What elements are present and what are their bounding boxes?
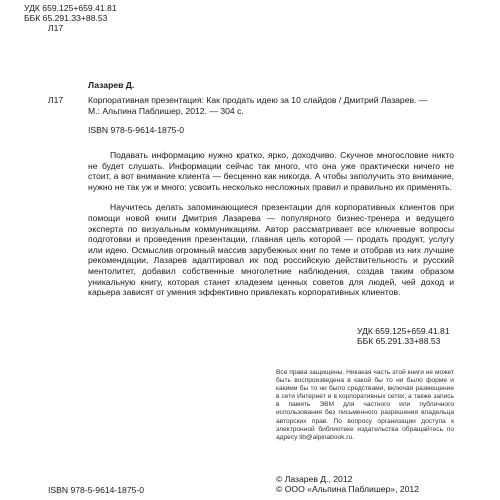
udk-code-right: УДК 659.125+659.41.81 bbox=[357, 326, 450, 336]
author-mark: Л17 bbox=[48, 23, 64, 34]
record-code: Л17 bbox=[48, 95, 64, 105]
annotation-paragraph-2: Научитесь делать запоминающиеся презентации для корпоративных клиентов при помощи новой книги Дмитрия Лазарева — популярного бизнес-тренера и ведущего эксперта по визуальным коммуникациям. Автор рассматривает все ключевые вопросы подготовки и проведения презентации, главная цель которой — продать продукт, услугу или идею. Осмыслив огромный массив зарубежных книг по теме и отобрав из них лучшие рекомендации, Лазарев адаптировал их под российскую действительность и русский ментолитет, добавил собственные многолетние наблюдения, создав таким образом уникальную книгу, которая станет кладезем ценных советов для людей, чей доход и карьера зависят от умения эффективно привлекать корпоративных клиентов. bbox=[88, 202, 454, 298]
footer-isbn: ISBN 978-5-9614-1875-0 bbox=[48, 485, 145, 495]
copyright-author: © Лазарев Д., 2012 bbox=[276, 474, 353, 484]
bbk-code: ББК 65.291.33+88.53 bbox=[24, 13, 108, 24]
udk-code: УДК 659.125+659.41.81 bbox=[24, 3, 117, 13]
copyright-block bbox=[276, 474, 486, 494]
annotation-paragraph-1: Подавать информацию нужно кратко, ярко, доходчиво. Скучное многословие никто не будет слушать. Информации сейчас так много, что она уже практически ничего не стоит, а вот внимание клиента — бесценно как никогда. А чтобы заполучить это внимание, нужно не так уж и много: усвоить несколько несложных правил и правильно их применять. bbox=[88, 150, 454, 192]
copyright-publisher: © ООО «Альпина Паблишер», 2012 bbox=[276, 484, 419, 495]
bbk-code-right: ББК 65.291.33+88.53 bbox=[357, 336, 441, 347]
record-isbn: ISBN 978-5-9614-1875-0 bbox=[88, 125, 185, 136]
record-author: Лазарев Д. bbox=[88, 80, 135, 90]
annotation bbox=[88, 150, 454, 298]
record-title-line-2: М.: Альпина Паблишер, 2012. — 304 с. bbox=[88, 105, 244, 116]
classification-block bbox=[357, 326, 477, 346]
record-description bbox=[88, 95, 478, 136]
record-title-line-1: Корпоративная презентация: Как продать идею за 10 слайдов / Дмитрий Лазарев. — bbox=[88, 95, 428, 105]
rights-notice: Все права защищены. Никакая часть этой книги не может быть воспроизведена в какой бы то ни было форме и какими бы то ни было средствами, включая размещение в сети Интернет и в корпоративных сетях, а также запись в память ЭВМ для частного или публичного использования без письменного разрешения владельца авторских прав. По вопросу организации доступа к электронной библиотеке издательства обращайтесь по адресу lib@alpinabook.ru. bbox=[276, 369, 454, 441]
top-classification bbox=[24, 3, 224, 34]
